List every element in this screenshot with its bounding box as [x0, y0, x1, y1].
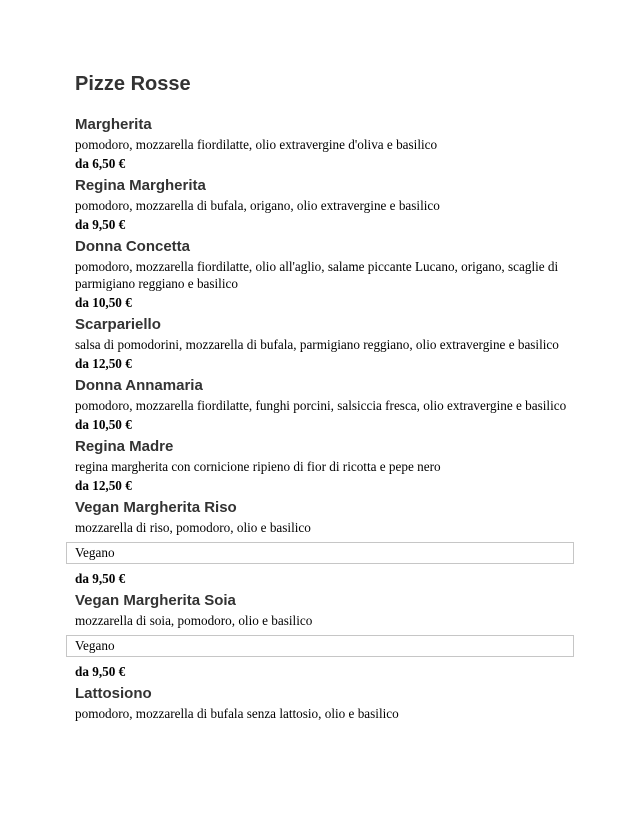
menu-item-price: da 12,50 € — [75, 478, 132, 493]
menu-item — [66, 176, 574, 233]
menu-item-name: Regina Madre — [75, 438, 174, 455]
menu-item — [66, 437, 574, 494]
menu-item-price: da 10,50 € — [75, 295, 132, 310]
menu-item-price: da 10,50 € — [75, 417, 132, 432]
menu-item-description: pomodoro, mozzarella di bufala senza lattosio, olio e basilico — [75, 706, 399, 721]
menu-item-price: da 9,50 € — [75, 217, 126, 232]
menu-item-list — [66, 115, 574, 722]
menu-item — [66, 237, 574, 311]
menu-item-description: mozzarella di soia, pomodoro, olio e basilico — [75, 613, 313, 628]
menu-item-description: mozzarella di riso, pomodoro, olio e basilico — [75, 520, 311, 535]
menu-item-name: Scarpariello — [75, 316, 161, 333]
menu-item — [66, 315, 574, 372]
menu-item — [66, 498, 574, 587]
menu-item-description: pomodoro, mozzarella fiordilatte, olio extravergine d'oliva e basilico — [75, 137, 438, 152]
menu-item — [66, 376, 574, 433]
menu-item-price: da 12,50 € — [75, 356, 132, 371]
menu-item-description: salsa di pomodorini, mozzarella di bufala, parmigiano reggiano, olio extravergine e basilico — [75, 337, 559, 352]
menu-item — [66, 591, 574, 680]
menu-item-price: da 9,50 € — [75, 664, 126, 679]
trait-badge-vegano: Vegano — [66, 635, 574, 657]
menu-item — [66, 684, 574, 722]
menu-item-name: Vegan Margherita Soia — [75, 592, 236, 609]
menu-item-price: da 9,50 € — [75, 571, 126, 586]
menu-item — [66, 115, 574, 172]
menu-item-price: da 6,50 € — [75, 156, 126, 171]
menu-item-description: pomodoro, mozzarella fiordilatte, funghi porcini, salsiccia fresca, olio extravergine e basilico — [75, 398, 567, 413]
menu-item-name: Margherita — [75, 116, 152, 133]
menu-item-name: Lattosiono — [75, 685, 152, 702]
menu-item-description: pomodoro, mozzarella fiordilatte, olio all'aglio, salame piccante Lucano, origano, scaglie di parmigiano reggiano e basilico — [75, 259, 559, 291]
menu-item-description: pomodoro, mozzarella di bufala, origano, olio extravergine e basilico — [75, 198, 440, 213]
menu-item-name: Vegan Margherita Riso — [75, 499, 237, 516]
menu-item-name: Donna Concetta — [75, 238, 191, 255]
menu-item-name: Donna Annamaria — [75, 377, 203, 394]
trait-badge-vegano: Vegano — [66, 542, 574, 564]
page-title: Pizze Rosse — [75, 73, 191, 95]
menu-item-description: regina margherita con cornicione ripieno di fior di ricotta e pepe nero — [75, 459, 441, 474]
menu-item-name: Regina Margherita — [75, 177, 206, 194]
